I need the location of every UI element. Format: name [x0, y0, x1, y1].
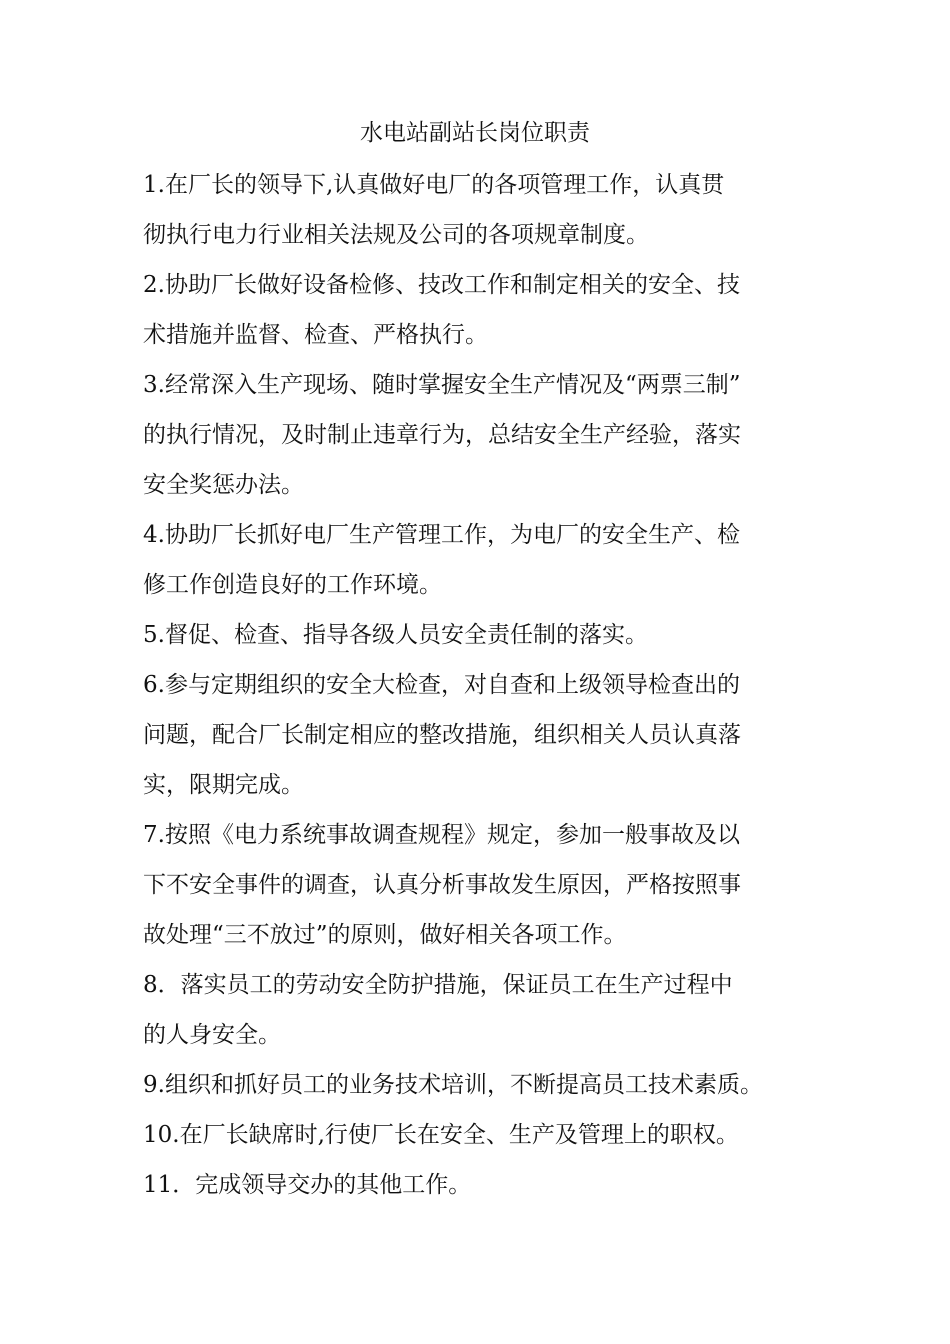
text-line: 问题，配合厂长制定相应的整改措施，组织相关人员认真落	[143, 722, 741, 748]
text-line: 彻执行电力行业相关法规及公司的各项规章制度。	[143, 222, 649, 248]
text-line: 术措施并监督、检查、严格执行。	[143, 322, 488, 348]
text-line: 3.经常深入生产现场、随时掌握安全生产情况及“两票三制”	[143, 372, 741, 398]
text-line: 故处理“三不放过”的原则，做好相关各项工作。	[143, 922, 627, 948]
text-line: 修工作创造良好的工作环境。	[143, 572, 442, 598]
document-body	[143, 160, 843, 1210]
text-line: 7.按照《电力系统事故调查规程》规定，参加一般事故及以	[143, 822, 740, 848]
text-line: 实，限期完成。	[143, 772, 304, 798]
text-line: 下不安全事件的调查，认真分析事故发生原因，严格按照事	[143, 872, 741, 898]
text-line: 5.督促、检查、指导各级人员安全责任制的落实。	[143, 622, 648, 648]
text-line: 的执行情况，及时制止违章行为，总结安全生产经验，落实	[143, 422, 741, 448]
text-line: 8．落实员工的劳动安全防护措施，保证员工在生产过程中	[143, 972, 733, 998]
text-line: 的人身安全。	[143, 1022, 281, 1048]
text-line: 安全奖惩办法。	[143, 472, 304, 498]
text-line: 10.在厂长缺席时,行使厂长在安全、生产及管理上的职权。	[143, 1122, 739, 1148]
document-title: 水电站副站长岗位职责	[360, 120, 590, 146]
text-line: 9.组织和抓好员工的业务技术培训，不断提高员工技术素质。	[143, 1072, 763, 1098]
text-line: 11．完成领导交办的其他工作。	[143, 1172, 472, 1198]
text-line: 2.协助厂长做好设备检修、技改工作和制定相关的安全、技	[143, 272, 740, 298]
text-line: 1.在厂长的领导下,认真做好电厂的各项管理工作，认真贯	[143, 172, 725, 198]
text-line: 4.协助厂长抓好电厂生产管理工作，为电厂的安全生产、检	[143, 522, 740, 548]
text-line: 6.参与定期组织的安全大检查，对自查和上级领导检查出的	[143, 672, 740, 698]
